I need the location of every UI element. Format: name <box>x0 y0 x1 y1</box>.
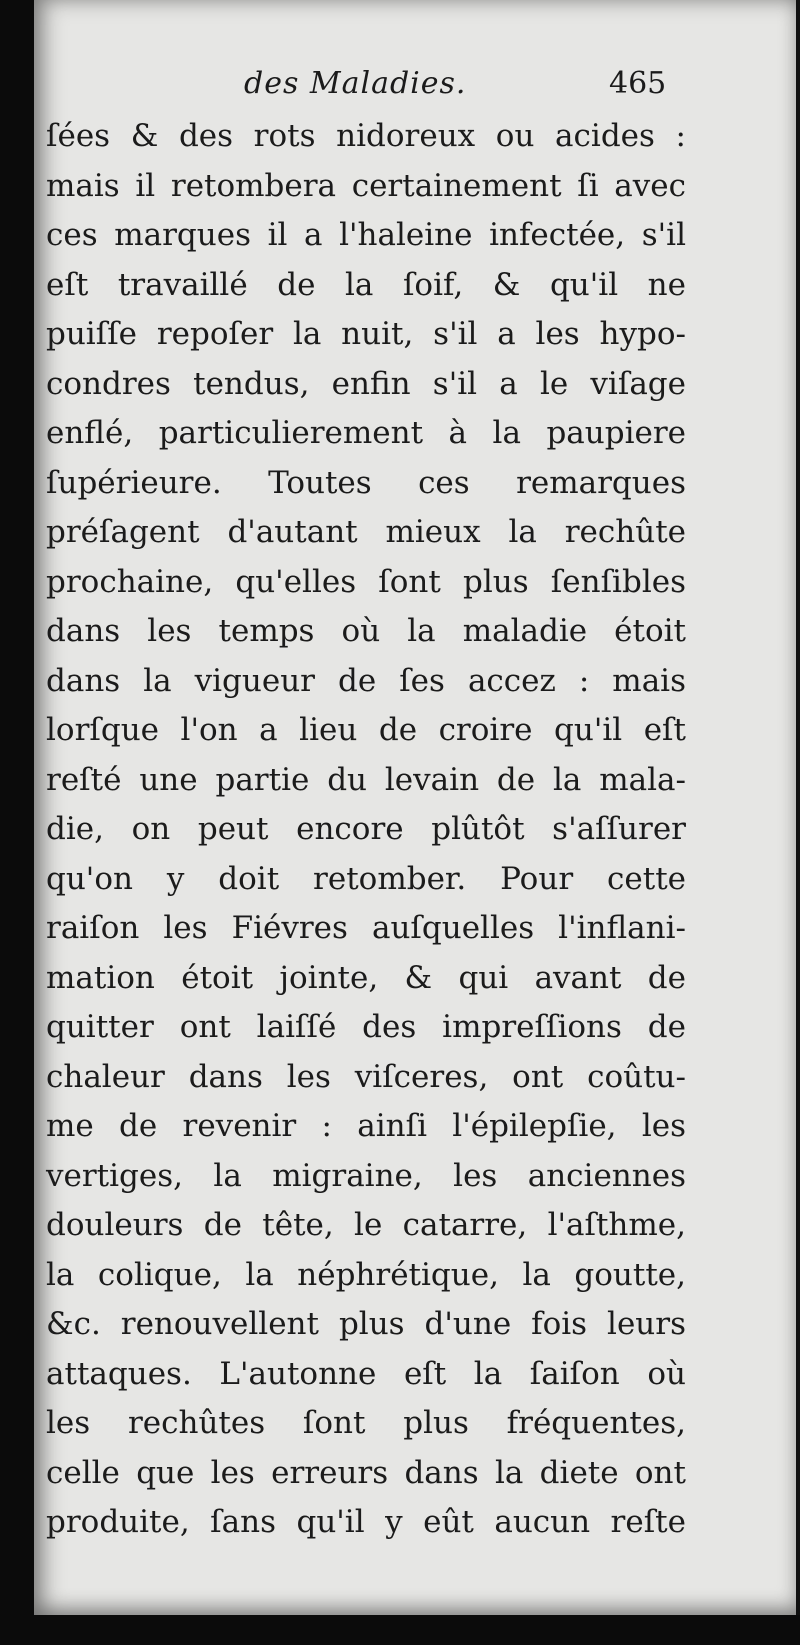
text-line: &c. renouvellent plus d'une fois leurs <box>46 1306 686 1342</box>
text-line: chaleur dans les viſceres, ont coûtu- <box>46 1058 686 1095</box>
text-line: vertiges, la migraine, les anciennes <box>46 1157 686 1194</box>
text-line: mais il retombera certainement ſi avec <box>46 167 686 204</box>
text-line: ces marques il a l'haleine infectée, s'il <box>46 217 686 253</box>
page-number: 465 <box>609 66 667 101</box>
text-line: celle que les erreurs dans la diete ont <box>46 1454 686 1491</box>
text-line: lorſque l'on a lieu de croire qu'il eſt <box>46 712 686 748</box>
text-line: produite, ſans qu'il y eût aucun reſte <box>46 1504 686 1540</box>
text-line: douleurs de tête, le catarre, l'aſthme, <box>46 1207 686 1243</box>
text-line: les rechûtes ſont plus fréquentes, <box>46 1405 686 1441</box>
text-line: ſupérieure. Toutes ces remarques <box>46 464 686 501</box>
text-line: enflé, particulierement à la paupiere <box>46 415 686 451</box>
text-line: attaques. L'autonne eſt la ſaiſon où <box>46 1355 686 1392</box>
text-line: condres tendus, enfin s'il a le viſage <box>46 365 686 402</box>
book-page <box>34 0 796 1615</box>
body-text <box>46 112 686 1548</box>
text-line: quitter ont laiſſé des impreſſions de <box>46 1009 686 1045</box>
scan-border-bottom <box>0 1615 800 1645</box>
running-head <box>34 66 796 106</box>
text-line: préſagent d'autant mieux la rechûte <box>46 514 686 550</box>
text-line: puiſſe repoſer la nuit, s'il a les hypo- <box>46 316 686 352</box>
text-line: prochaine, qu'elles ſont plus ſenſibles <box>46 563 686 600</box>
text-line: dans la vigueur de ſes accez : mais <box>46 662 686 699</box>
text-line: dans les temps où la maladie étoit <box>46 613 686 649</box>
text-line: raiſon les Fiévres auſquelles l'inflani- <box>46 910 686 946</box>
text-line: mation étoit jointe, & qui avant de <box>46 959 686 996</box>
text-line: la colique, la néphrétique, la goutte, <box>46 1256 686 1293</box>
text-line: qu'on y doit retomber. Pour cette <box>46 860 686 897</box>
text-line: reſté une partie du levain de la mala- <box>46 761 686 798</box>
text-line: ſées & des rots nidoreux ou acides : <box>46 118 686 154</box>
text-line: eſt travaillé de la ſoif, & qu'il ne <box>46 266 686 303</box>
text-line: die, on peut encore plûtôt s'aſſurer <box>46 811 686 847</box>
running-title: des Maladies. <box>244 66 467 101</box>
scan-border-left <box>0 0 34 1645</box>
text-line: me de revenir : ainſi l'épilepſie, les <box>46 1108 686 1144</box>
